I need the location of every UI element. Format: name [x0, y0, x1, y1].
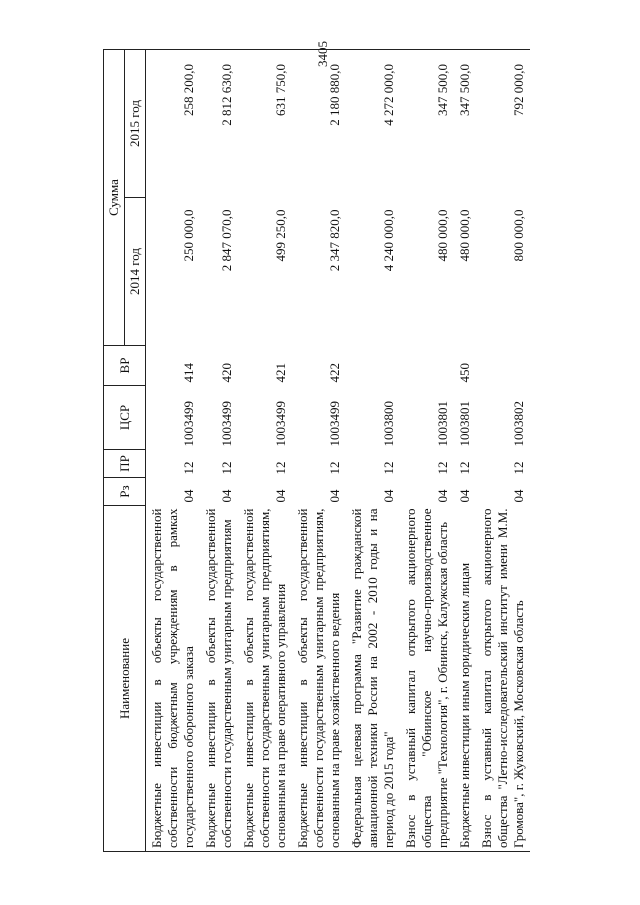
- row-rz: 04: [181, 489, 196, 503]
- row-name: Взнос в уставный капитал открытого акционерного общества "Летно-исследовательский институт имени М.М. Громова", г. Жуковский, Московская область: [476, 506, 530, 852]
- header-rz: Рз: [104, 478, 146, 506]
- row-amount-2014: 2 347 820,0: [327, 209, 342, 272]
- row-csr: 1003499: [219, 401, 234, 447]
- row-vr: 414: [181, 363, 196, 383]
- table-body: [146, 50, 531, 852]
- row-rz: 04: [273, 489, 288, 503]
- header-year-2015: 2015 год: [125, 50, 146, 198]
- row-amount-2014: 499 250,0: [273, 209, 288, 262]
- row-rz: 04: [381, 489, 396, 503]
- row-csr: 1003801: [435, 401, 450, 447]
- row-pr: 12: [181, 461, 196, 475]
- table-row: [476, 50, 530, 852]
- row-name: Бюджетные инвестиции иным юридическим лицам: [454, 506, 476, 852]
- row-csr: 1003499: [327, 401, 342, 447]
- table-header-row-1: [104, 50, 125, 852]
- row-amount-2015: 2 180 880,0: [292, 50, 346, 198]
- row-rz: 04: [511, 489, 526, 503]
- row-amount-2014: 250 000,0: [181, 209, 196, 262]
- row-pr: 12: [381, 461, 396, 475]
- row-name: Бюджетные инвестиции в объекты государственной собственности государственным унитарным предприятиям, основанным на праве хозяйственного ведения: [292, 506, 346, 852]
- row-pr: 12: [435, 461, 450, 475]
- header-pr: ПР: [104, 450, 146, 478]
- row-amount-2015: 631 750,0: [238, 50, 292, 198]
- row-name: Бюджетные инвестиции в объекты государственной собственности государственным унитарным предприятиям: [200, 506, 238, 852]
- row-vr: 421: [273, 363, 288, 383]
- row-vr: 422: [327, 363, 342, 383]
- row-amount-2015: 347 500,0: [454, 50, 476, 198]
- page-number-text: 3405: [315, 41, 330, 67]
- row-amount-2015: 792 000,0: [476, 50, 530, 198]
- row-amount-2014: 480 000,0: [435, 209, 450, 262]
- row-rz: 04: [327, 489, 342, 503]
- row-amount-2015: 4 272 000,0: [346, 50, 400, 198]
- budget-table-container: [103, 50, 579, 852]
- row-csr: 1003800: [381, 401, 396, 447]
- row-pr: 12: [273, 461, 288, 475]
- row-name: Взнос в уставный капитал открытого акционерного общества "Обнинское научно-производственное предприятие "Технология", г. Обнинск, Калужская область: [400, 506, 454, 852]
- table-row: [200, 50, 238, 852]
- table-row: [454, 50, 476, 852]
- table-row: [400, 50, 454, 852]
- table-row: [346, 50, 400, 852]
- header-sum: Сумма: [104, 50, 125, 346]
- row-pr: 12: [511, 461, 526, 475]
- table-row: [292, 50, 346, 852]
- header-vr: ВР: [104, 346, 146, 386]
- row-amount-2014: 480 000,0: [457, 209, 472, 262]
- row-csr: 1003802: [511, 401, 526, 447]
- row-rz: 04: [219, 489, 234, 503]
- row-rz: 04: [457, 489, 472, 503]
- row-vr: 420: [219, 363, 234, 383]
- row-name: Бюджетные инвестиции в объекты государственной собственности бюджетным учреждениям в рамках государственного оборонного заказа: [146, 506, 201, 852]
- row-amount-2015: 347 500,0: [400, 50, 454, 198]
- budget-table: [103, 49, 530, 852]
- row-amount-2014: 800 000,0: [511, 209, 526, 262]
- table-row: [146, 50, 201, 852]
- row-csr: 1003499: [181, 401, 196, 447]
- table-row: [238, 50, 292, 852]
- row-amount-2014: 4 240 000,0: [381, 209, 396, 272]
- header-name: Наименование: [104, 506, 146, 852]
- row-pr: 12: [219, 461, 234, 475]
- row-name: Федеральная целевая программа "Развитие гражданской авиационной техники России на 2002 - 2010 годы и на период до 2015 года": [346, 506, 400, 852]
- row-csr: 1003801: [457, 401, 472, 447]
- row-pr: 12: [327, 461, 342, 475]
- row-pr: 12: [457, 461, 472, 475]
- row-vr: 450: [457, 363, 472, 383]
- row-amount-2014: 2 847 070,0: [219, 209, 234, 272]
- row-vr: [400, 346, 454, 386]
- row-amount-2015: 258 200,0: [146, 50, 201, 198]
- header-csr: ЦСР: [104, 386, 146, 450]
- row-csr: 1003499: [273, 401, 288, 447]
- row-vr: [476, 346, 530, 386]
- row-rz: 04: [435, 489, 450, 503]
- row-amount-2015: 2 812 630,0: [200, 50, 238, 198]
- header-year-2014: 2014 год: [125, 198, 146, 346]
- row-name: Бюджетные инвестиции в объекты государственной собственности государственным унитарным предприятиям, основанным на праве оперативного управления: [238, 506, 292, 852]
- row-vr: [346, 346, 400, 386]
